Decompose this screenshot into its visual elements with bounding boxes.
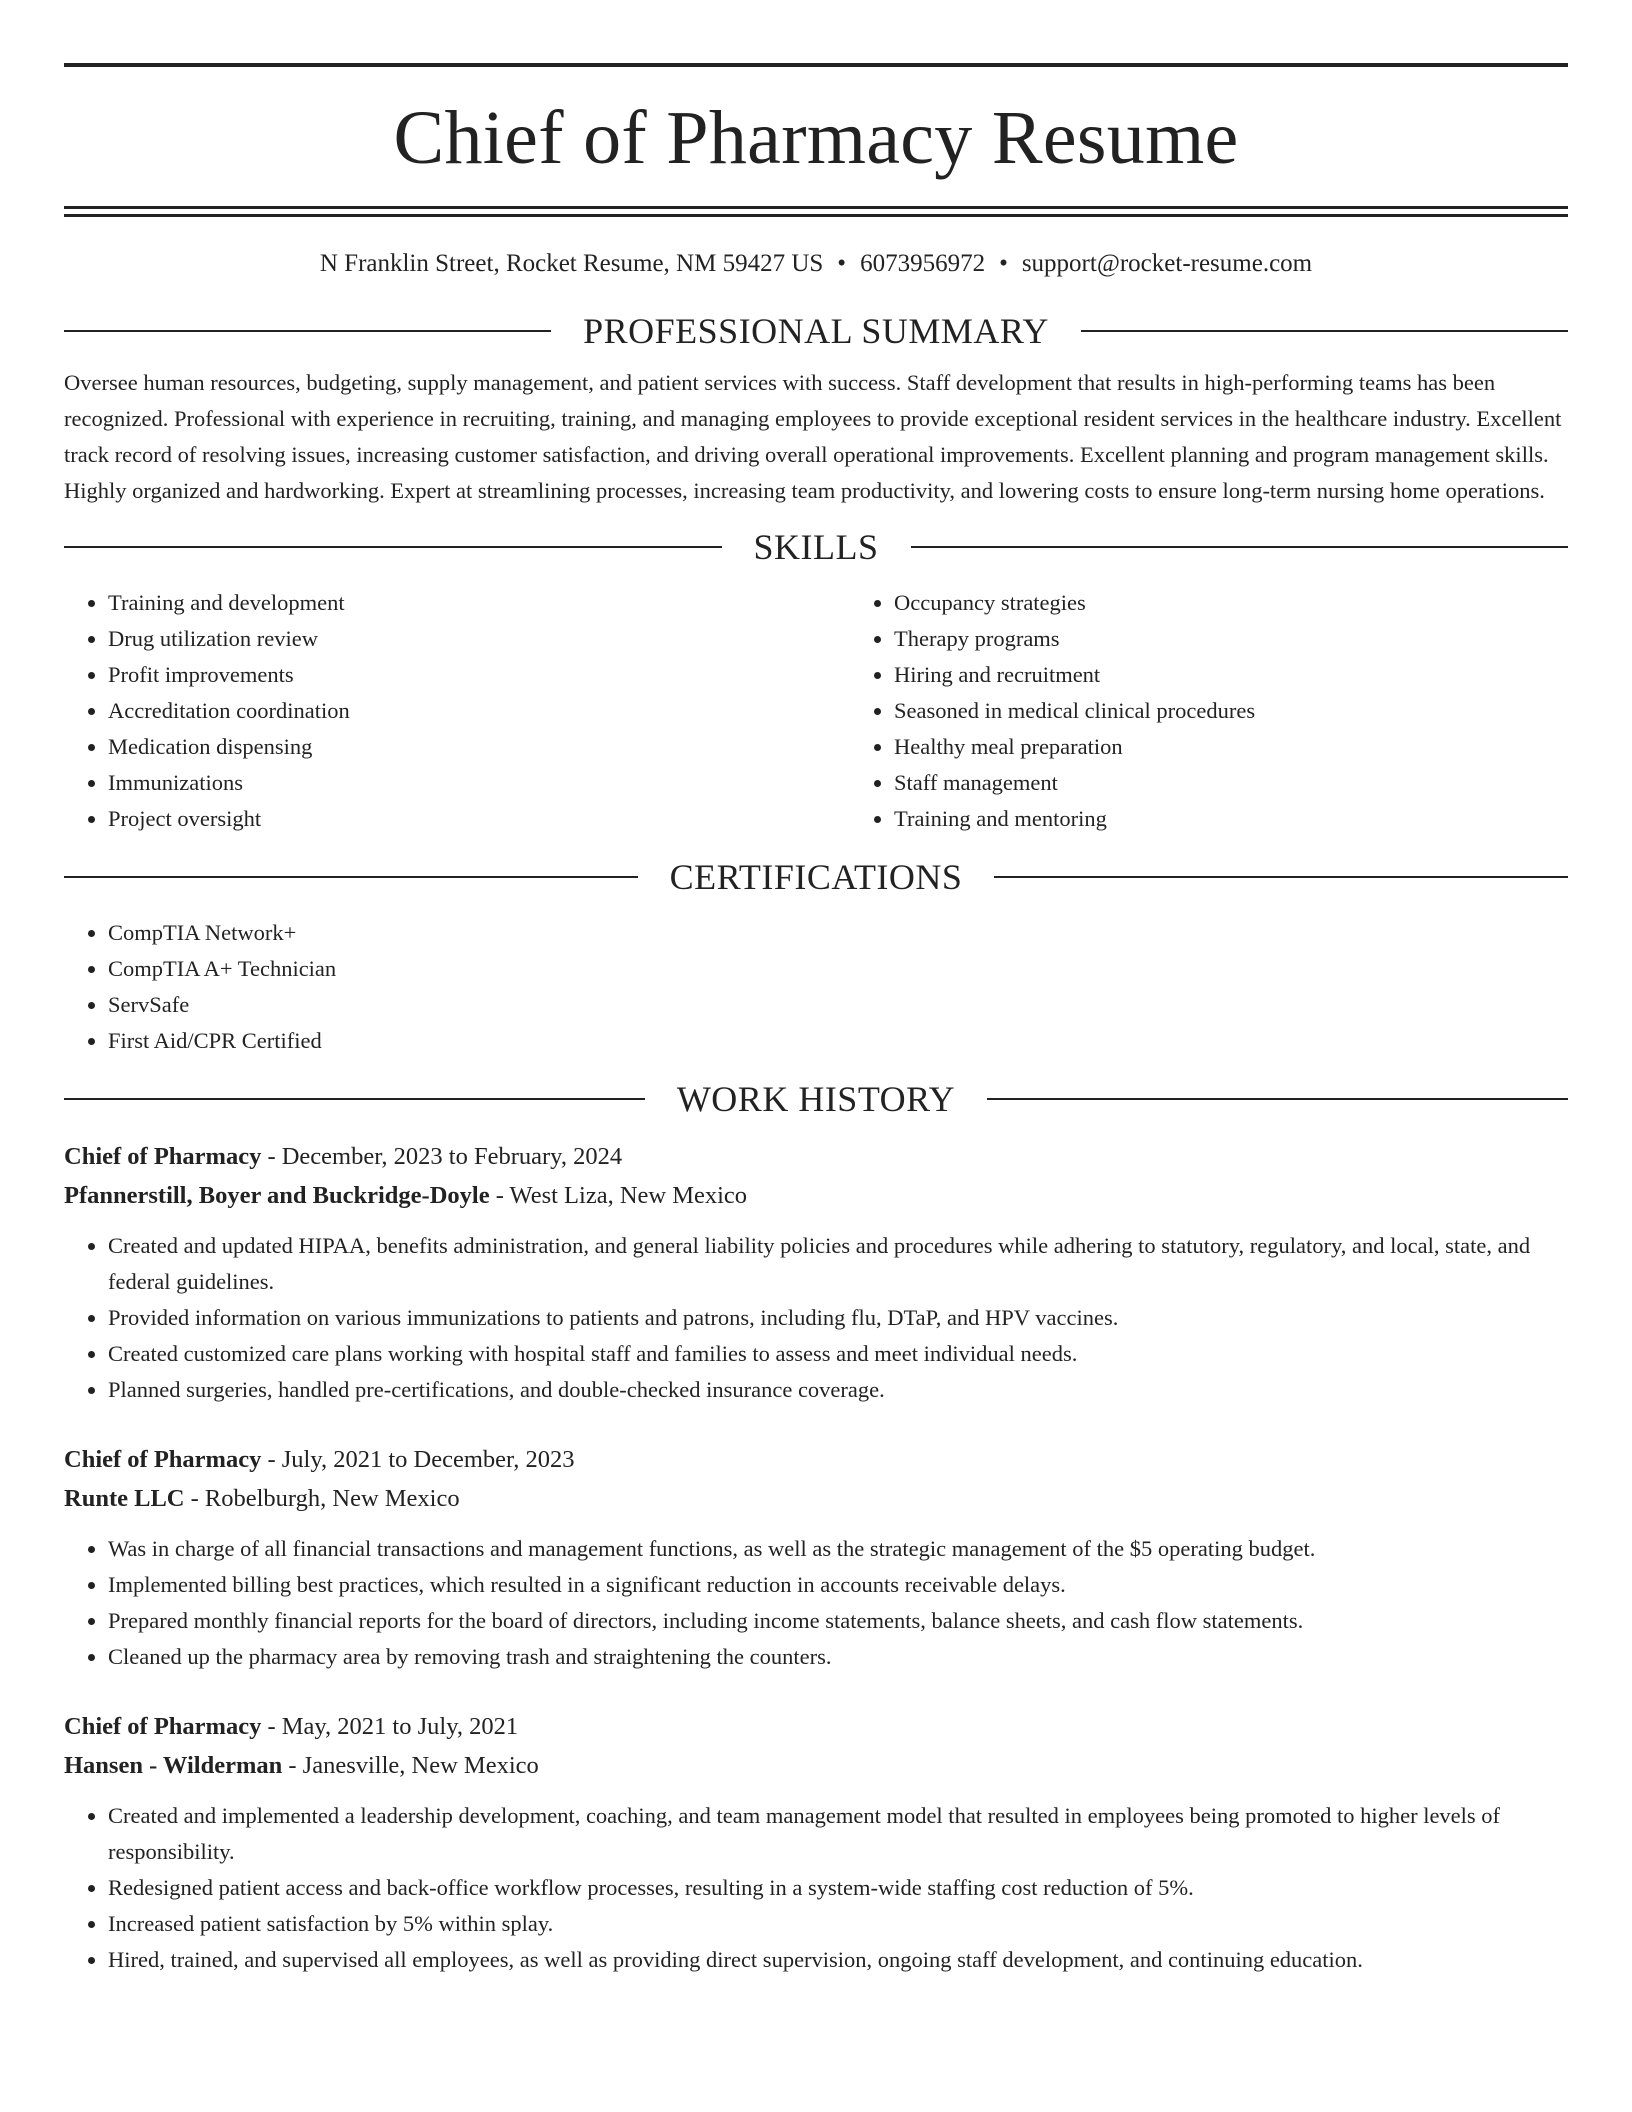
job-bullet: • Redesigned patient access and back-office workflow processes, resulting in a system-wide staffing cost reduction of 5%. — [108, 1870, 1568, 1906]
job-entry — [64, 1440, 1568, 1675]
job-company-line — [64, 1176, 1568, 1215]
job-dates: - December, 2023 to February, 2024 — [267, 1143, 623, 1170]
skill-item: • Project oversight — [108, 801, 850, 837]
section-rule — [64, 546, 722, 548]
certification-item: • CompTIA A+ Technician — [108, 951, 1568, 987]
job-bullet: • Prepared monthly financial reports for the board of directors, including income statements, balance sheets, and cash flow statements. — [108, 1603, 1568, 1639]
job-title-line — [64, 1440, 1568, 1479]
contact-separator: • — [837, 250, 847, 277]
job-company-line — [64, 1746, 1568, 1785]
skill-item: • Staff management — [894, 765, 1632, 801]
skill-item: • Training and mentoring — [894, 801, 1632, 837]
contact-address: N Franklin Street, Rocket Resume, NM 59427 US — [319, 250, 824, 277]
section-rule — [911, 546, 1569, 548]
section-rule — [994, 876, 1568, 878]
top-rule — [64, 63, 1568, 67]
section-rule — [987, 1098, 1568, 1100]
skill-item: • Accreditation coordination — [108, 693, 850, 729]
certification-item: • First Aid/CPR Certified — [108, 1023, 1568, 1059]
contact-line — [64, 251, 1568, 276]
job-bullet: • Hired, trained, and supervised all employees, as well as providing direct supervision, ongoing staff development, and continuing education. — [108, 1942, 1568, 1978]
job-company-line — [64, 1479, 1568, 1518]
skills-list-right — [850, 585, 1632, 837]
section-title-certifications: CERTIFICATIONS — [669, 857, 963, 897]
section-header-certifications — [64, 859, 1568, 895]
job-title: Chief of Pharmacy — [64, 1446, 262, 1473]
job-bullet: • Increased patient satisfaction by 5% within splay. — [108, 1906, 1568, 1942]
section-header-work-history — [64, 1081, 1568, 1117]
job-bullet: • Created customized care plans working with hospital staff and families to assess and meet individual needs. — [108, 1336, 1568, 1372]
job-title: Chief of Pharmacy — [64, 1713, 262, 1740]
section-title-summary: PROFESSIONAL SUMMARY — [583, 311, 1049, 351]
contact-email: support@rocket-resume.com — [1021, 250, 1313, 277]
job-company: Pfannerstill, Boyer and Buckridge-Doyle — [64, 1182, 490, 1209]
resume-title: Chief of Pharmacy Resume — [393, 96, 1239, 180]
section-title-work-history: WORK HISTORY — [676, 1079, 956, 1119]
skill-item: • Seasoned in medical clinical procedures — [894, 693, 1632, 729]
job-bullet: • Implemented billing best practices, which resulted in a significant reduction in accounts receivable delays. — [108, 1567, 1568, 1603]
section-rule — [64, 330, 551, 332]
job-bullet: • Planned surgeries, handled pre-certifications, and double-checked insurance coverage. — [108, 1372, 1568, 1408]
summary-text: Oversee human resources, budgeting, supply management, and patient services with success. Staff development that results in high-performing teams has been recognized. Professional with experience in recruiting, training, and managing employees to provide exceptional resident services in the healthcare industry. Excellent track record of resolving issues, increasing customer satisfaction, and driving overall operational improvements. Excellent planning and program management skills. Highly organized and hardworking. Expert at streamlining processes, increasing team productivity, and lowering costs to ensure long-term nursing home operations. — [64, 370, 1562, 503]
job-bullet: • Created and implemented a leadership development, coaching, and team management model that resulted in employees being promoted to higher levels of responsibility. — [108, 1798, 1568, 1870]
job-title-line — [64, 1707, 1568, 1746]
contact-separator: • — [999, 250, 1008, 277]
job-dates: - May, 2021 to July, 2021 — [267, 1713, 519, 1740]
job-location: - Robelburgh, New Mexico — [190, 1485, 460, 1512]
skill-item: • Medication dispensing — [108, 729, 850, 765]
section-title-skills: SKILLS — [753, 527, 879, 567]
job-company: Hansen - Wilderman — [64, 1752, 283, 1779]
job-bullet: • Created and updated HIPAA, benefits administration, and general liability policies and procedures while adhering to statutory, regulatory, and local, state, and federal guidelines. — [108, 1228, 1568, 1300]
certification-item: • CompTIA Network+ — [108, 915, 1568, 951]
skill-item: • Occupancy strategies — [894, 585, 1632, 621]
job-title: Chief of Pharmacy — [64, 1143, 262, 1170]
skills-columns — [64, 585, 1568, 837]
section-rule — [64, 876, 638, 878]
section-header-summary — [64, 313, 1568, 349]
section-rule — [64, 1098, 645, 1100]
job-bullet: • Cleaned up the pharmacy area by removing trash and straightening the counters. — [108, 1639, 1568, 1675]
job-bullet: • Was in charge of all financial transactions and management functions, as well as the strategic management of the $5 operating budget. — [108, 1531, 1568, 1567]
job-location: - Janesville, New Mexico — [288, 1752, 539, 1779]
job-entry — [64, 1707, 1568, 1978]
job-location: - West Liza, New Mexico — [495, 1182, 748, 1209]
skills-list-left — [64, 585, 850, 837]
skill-item: • Drug utilization review — [108, 621, 850, 657]
title-double-rule — [64, 206, 1568, 217]
certifications-list — [64, 915, 1568, 1059]
job-bullets — [64, 1531, 1568, 1675]
section-header-skills — [64, 529, 1568, 565]
job-bullet: • Provided information on various immunizations to patients and patrons, including flu, DTaP, and HPV vaccines. — [108, 1300, 1568, 1336]
contact-phone: 6073956972 — [860, 250, 986, 277]
job-entry — [64, 1137, 1568, 1408]
job-company: Runte LLC — [64, 1485, 185, 1512]
skill-item: • Hiring and recruitment — [894, 657, 1632, 693]
section-rule — [1081, 330, 1568, 332]
skill-item: • Therapy programs — [894, 621, 1632, 657]
certification-item: • ServSafe — [108, 987, 1568, 1023]
skill-item: • Profit improvements — [108, 657, 850, 693]
skill-item: • Training and development — [108, 585, 850, 621]
job-bullets — [64, 1228, 1568, 1408]
skill-item: • Healthy meal preparation — [894, 729, 1632, 765]
job-dates: - July, 2021 to December, 2023 — [267, 1446, 575, 1473]
job-bullets — [64, 1798, 1568, 1978]
job-title-line — [64, 1137, 1568, 1176]
skill-item: • Immunizations — [108, 765, 850, 801]
